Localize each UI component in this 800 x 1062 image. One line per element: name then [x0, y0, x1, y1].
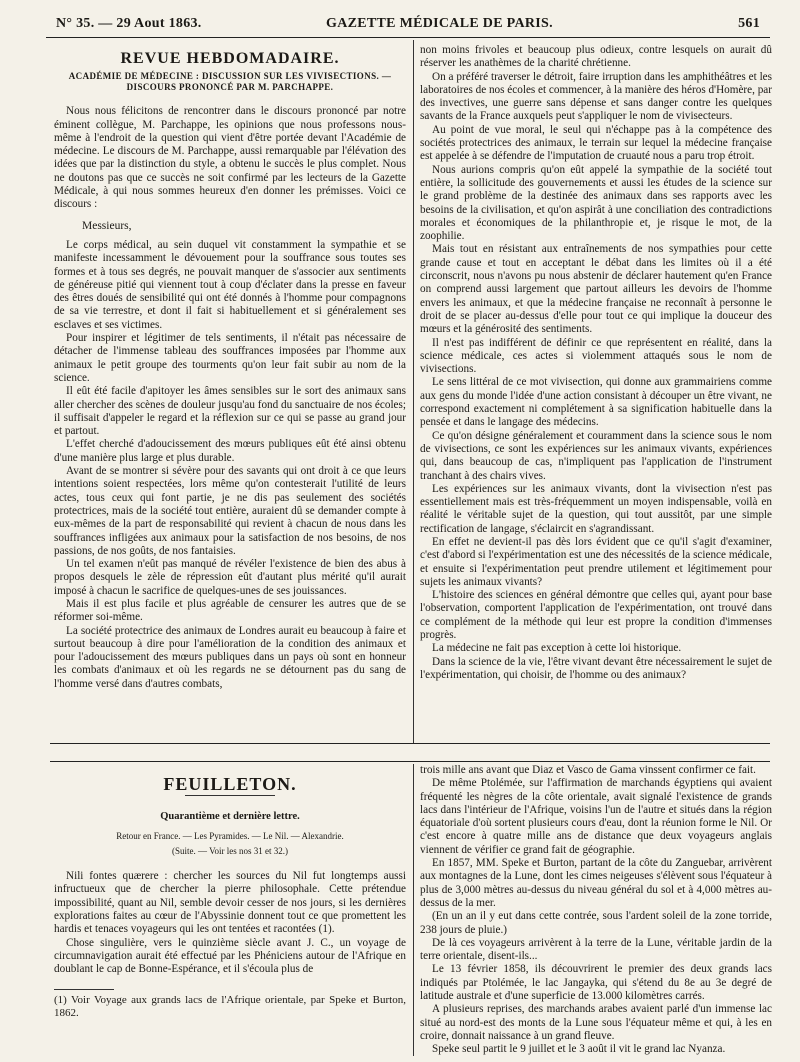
feuilleton-right-column — [420, 764, 772, 1056]
paragraph: En effet ne devient-il pas dès lors évident que ce qu'il s'agit d'examiner, c'est d'abord si l'expérimentation est une des nécessités de la science médicale, et ensuite si l'expérimentation peut prendre utilement et légitimement pour sujets les animaux vivants? — [420, 535, 772, 588]
issue-date: N° 35. — 29 Aout 1863. — [56, 16, 202, 31]
paragraph: Speke seul partit le 9 juillet et le 3 août il vit le grand lac Nyanza. — [432, 1043, 726, 1056]
paragraph: Il eût été facile d'apitoyer les âmes sensibles sur le sort des animaux sans aller chercher des scènes de douleur jusqu'au fond du sanctuaire de nos écoles; il suffisait d'appeler le regard et la réflexion sur ce qui se passe au grand jour et partout. — [54, 385, 406, 438]
paragraph: Mais tout en résistant aux entraînements de nos sympathies pour cette grande cause et tout en acceptant le débat dans les limites où il a été circonscrit, nous n'avons pu nous abstenir de déclarer hautement qu'en France on comprend aussi largement que partout ailleurs les devoirs de l'homme envers les animaux, et que la médecine française ne reconnaît à personne le droit de se placer au-dessus d'elle pour tout ce qui implique la douceur des mœurs et la générosité des sentiments. — [420, 243, 772, 336]
paragraph: trois mille ans avant que Diaz et Vasco de Gama vinssent confirmer ce fait. — [420, 764, 756, 776]
paragraph: En 1857, MM. Speke et Burton, partant de la côte du Zanguebar, arrivèrent aux montagnes de la Lune, dont les cimes neigeuses s'élèvent sous l'équateur à plus de 3,000 mètres au-dessus du niveau général du sol et à 4,000 mètres au-dessus de la mer. — [420, 857, 772, 909]
revue-heading: REVUE HEBDOMADAIRE. — [120, 50, 340, 67]
column-divider-top — [413, 40, 414, 743]
letter-title: Quarantième et dernière lettre. — [160, 811, 300, 823]
paragraph: Au point de vue moral, le seul qui n'échappe pas à la compétence des sociétés protectrices des animaux, le terrain sur lequel la médecine française est appelée à se défendre de l'imputation de cruauté nous a paru trop étroit. — [420, 123, 772, 163]
paragraph: Le sens littéral de ce mot vivisection, qui donne aux grammairiens comme aux gens du monde l'idée d'une action consistant à découper un être vivant, ne correspond exactement ni complétement à sa signification habituelle dans la pensée et dans le langage des médecins. — [420, 376, 772, 429]
feuilleton-heading: FEUILLETON. — [163, 774, 297, 794]
footnote-rule — [54, 989, 114, 990]
paragraph: On a préféré traverser le détroit, faire irruption dans les amphithéâtres et les laboratoires de nos écoles et commencer, à la manière des héros d'Homère, par des invectives, une guerre sans dépense et sans danger contre les quelques savants de la France auxquels peut s'appliquer le nom de vivisecteurs. — [420, 70, 772, 123]
paragraph: Chose singulière, vers le quinzième siècle avant J. C., un voyage de circumnavigation aurait été effectué par les Phéniciens autour de l'Afrique en doublant le cap de Bonne-Espérance, et il s'écoula plus de — [54, 936, 406, 976]
paragraph: De là ces voyageurs arrivèrent à la terre de la Lune, véritable jardin de la terre orientale, disent-ils... — [420, 936, 772, 963]
page-header — [46, 14, 770, 36]
feuilleton-separator — [50, 743, 770, 744]
paragraph: Nous nous félicitons de rencontrer dans le discours prononcé par notre éminent collègue, M. Parchappe, les opinions que nous professons nous-même à l'endroit de la question qui vient d'être portée devant l'Académie de médecine. Le discours de M. Parchappe, aussi remarquable par l'élévation des idées que par la distinction du style, a obtenu le succès le plus complet. Nous ne doutons pas que ce succès ne soit confirmé par les lecteurs de la Gazette Médicale, à qui nous sommes heureux d'en donner les prémisses. Voici ce discours : — [54, 105, 406, 211]
revue-left-column — [54, 44, 406, 742]
paragraph: Nous aurions compris qu'on eût appelé la sympathie de la société tout entière, la sollicitude des gouvernements et aussi les études de la science sur le grand problème de la destinée des animaux dans ses rapports avec les besoins de la civilisation, et qu'on aspirât à une conciliation des contradictions morales et économiques de la philanthropie et, je risque le mot, de la zoophilie. — [420, 163, 772, 243]
paragraph: La société protectrice des animaux de Londres aurait eu beaucoup à faire et surtout beaucoup à dire pour l'amélioration de la condition des animaux et pour l'adoucissement des mœurs publiques dans un pays où sont en honneur les combats d'animaux et où les regards ne se détournent pas du sang de l'homme versé dans d'autres combats, — [54, 624, 406, 690]
paragraph: Les expériences sur les animaux vivants, dont la vivisection n'est pas essentiellement mais est très-fréquemment un moyen indispensable, voilà en réalité le véritable sujet de la question, qui tout aussitôt, par une simple rectification de langage, s'éclaircit en s'agrandissant. — [420, 482, 772, 535]
paragraph: (En un an il y eut dans cette contrée, sous l'ardent soleil de la zone torride, 238 jours de pluie.) — [420, 910, 772, 936]
paragraph: Ce qu'on désigne généralement et couramment dans la science sous le nom de vivisections, ce sont les expériences sur les animaux vivants, expériences qui, dans beaucoup de cas, n'impliquent pas l'application de l'instrument tranchant à des chairs vives. — [420, 429, 772, 482]
paragraph: De même Ptolémée, sur l'affirmation de marchands égyptiens qui avaient fréquenté les nègres de la côte orientale, avait signalé l'existence de grands lacs dans l'intérieur de l'Afrique, voisins l'un de l'autre et situés dans la région équatoriale d'où sortent plusieurs cours d'eau, dont la réunion forme le Nil. Or c'est encore à quatre mille ans de distance que deux voyageurs anglais viennent de vérifier ce grand fait de géographie. — [420, 777, 772, 856]
revue-subheading-line-1: ACADÉMIE DE MÉDECINE : DISCUSSION SUR LES VIVISECTIONS. — — [68, 71, 392, 82]
paragraph: A plusieurs reprises, des marchands arabes avaient parlé d'un immense lac situé au nord-est des monts de la Lune sous l'équateur même et qui, à les en croire, donnait naissance à un grand fleuve. — [420, 1003, 772, 1042]
feuilleton-left-column — [54, 764, 406, 1056]
header-rule — [46, 37, 770, 38]
paragraph: Avant de se montrer si sévère pour des savants qui ont droit à ce que leurs intentions soient respectées, lors même qu'on contesterait l'utilité de leurs actes, tous ceux qui font partie, je ne dis pas seulement des sociétés protectrices, mais de la société tout entière, auraient dû se demander compte à eux-mêmes de la part de responsabilité qui revient à chacun de nous dans les souffrances infligées aux animaux pour la satisfaction de nos besoins, de nos passions, de nos goûts, de nos fantaisies. — [54, 465, 406, 557]
revue-right-column — [420, 44, 772, 742]
paragraph: Le 13 février 1858, ils découvrirent le premier des deux grands lacs indiqués par Ptolémée, le lac Jangayka, qui s'étend du 8e au 3e degré de latitude australe et d'une superficie de 13.000 kilomètres carrés. — [420, 963, 772, 1003]
page-number: 561 — [738, 16, 760, 31]
paragraph: Dans la science de la vie, l'être vivant devant être nécessairement le sujet de l'expérimentation, qui choisir, de l'homme ou des animaux? — [420, 655, 772, 681]
column-divider-bottom — [413, 764, 414, 1056]
revue-subheading-line-2: DISCOURS PRONONCÉ PAR M. PARCHAPPE. — [126, 82, 334, 93]
paragraph: Le corps médical, au sein duquel vit constamment la sympathie et se manifeste incessamment le dévouement pour la souffrance sous toutes ses formes et à tous ses degrés, ne pouvait manquer de s'associer aux sentiments de généreuse pitié qui viennent tout à coup d'éclater dans la presse en faveur des êtres doués de sensibilité qui ont été donnés à l'homme pour compagnons de sa vie terrestre, et dont il fait si habituellement et si généralement ses esclaves et ses victimes. — [54, 238, 406, 331]
letter-subtitle: Retour en France. — Les Pyramides. — Le Nil. — Alexandrie. — [116, 830, 344, 841]
letter-continuation: (Suite. — Voir les nos 31 et 32.) — [172, 845, 288, 856]
footnote: (1) Voir Voyage aux grands lacs de l'Afrique orientale, par Speke et Burton, 1862. — [54, 993, 406, 1019]
paragraph: La médecine ne fait pas exception à cette loi historique. — [432, 642, 682, 655]
feuilleton-separator-thin — [50, 761, 770, 762]
salutation: Messieurs, — [82, 219, 132, 232]
revue-subheading — [54, 71, 406, 93]
gazette-title: GAZETTE MÉDICALE DE PARIS. — [326, 16, 553, 31]
paragraph: Il n'est pas indifférent de définir ce que représentent en réalité, dans la science médicale, ces actes si violemment attaqués sous le nom de vivisections. — [420, 336, 772, 376]
paragraph: Pour inspirer et légitimer de tels sentiments, il n'était pas nécessaire de détacher de l'immense tableau des souffrances imposées par l'homme aux animaux le petit groupe des tourments qu'on leur fait subir au nom de la science. — [54, 332, 406, 384]
paragraph: Mais il est plus facile et plus agréable de censurer les autres que de se réformer soi-même. — [54, 597, 406, 624]
paragraph: Un tel examen n'eût pas manqué de révéler l'existence de bien des abus à propos desquels le zèle de répression eût d'autant plus mérité qu'il aurait imposé à chacun le sacrifice de quelques-unes de ses jouissances. — [54, 558, 406, 597]
paragraph: non moins frivoles et beaucoup plus odieux, contre lesquels on aurait dû réserver les anathèmes de la charité chrétienne. — [420, 44, 772, 70]
heading-rule — [185, 795, 275, 796]
paragraph: Nili fontes quærere : chercher les sources du Nil fut longtemps aussi infructueux que de chercher la pierre philosophale. Cette prétendue impossibilité, quant au Nil, semble devoir cesser de nos jours, si les dernières explorations faites au cœur de l'Abyssinie donnent tout ce que promettent les hardis et tenaces voyageurs qui les ont tentées et racontées (1). — [54, 870, 406, 936]
paragraph: L'effet cherché d'adoucissement des mœurs publiques eût été ainsi obtenu d'une manière plus large et plus durable. — [54, 438, 406, 464]
paragraph: L'histoire des sciences en général démontre que celles qui, ayant pour base l'observation, comportent l'application de l'expérimentation, ont trouvé dans ce complément de la méthode qui leur est propre la condition d'immenses progrès. — [420, 589, 772, 642]
